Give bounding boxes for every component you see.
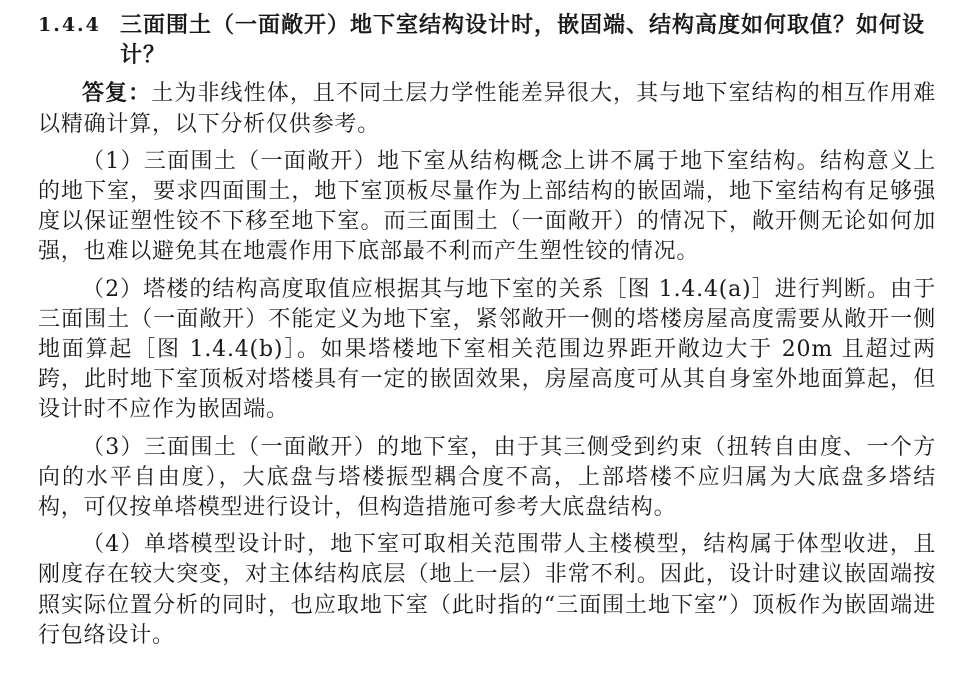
point-1-paragraph: （1）三面围土（一面敞开）地下室从结构概念上讲不属于地下室结构。结构意义上的地下室，要求四面围土，地下室顶板尽量作为上部结构的嵌固端，地下室结构有足够强度以保证塑性铰不下移至地下室。而三面围土（一面敞开）的情况下，敞开侧无论如何加强，也难以避免其在地震作用下底部最不利而产生塑性铰的情况。 xyxy=(38,148,936,265)
answer-paragraph xyxy=(38,78,936,139)
answer-intro: 土为非线性体，且不同土层力学性能差异很大，其与地下室结构的相互作用难以精确计算，以下分析仅供参考。 xyxy=(38,81,937,137)
point-3-paragraph: （3）三面围土（一面敞开）的地下室，由于其三侧受到约束（扭转自由度、一个方向的水平自由度），大底盘与塔楼振型耦合度不高，上部塔楼不应归属为大底盘多塔结构，可仅按单塔模型进行设计，但构造措施可参考大底盘结构。 xyxy=(38,434,936,521)
point-4-paragraph: （4）单塔模型设计时，地下室可取相关范围带人主楼模型，结构属于体型收进，且刚度存在较大突变，对主体结构底层（地上一层）非常不利。因此，设计时建议嵌固端按照实际位置分析的同时，也应取地下室（此时指的“三面围土地下室”）顶板作为嵌固端进行包络设计。 xyxy=(38,532,936,648)
answer-label: 答复： xyxy=(82,80,152,107)
point-2-paragraph: （2）塔楼的结构高度取值应根据其与地下室的关系［图 1.4.4(a)］进行判断。由于三面围土（一面敞开）不能定义为地下室，紧邻敞开一侧的塔楼房屋高度需要从敞开一侧地面算起［图 1.4.4(b)］。如果塔楼地下室相关范围边界距开敞边大于 20m 且超过两跨，此时地下室顶板对塔楼具有一定的嵌固效果，房屋高度可从其自身室外地面算起，但设计时不应作为嵌固端。 xyxy=(38,276,936,423)
section-title: 三面围土（一面敞开）地下室结构设计时，嵌固端、结构高度如何取值？如何设计？ xyxy=(120,12,926,69)
section-number: 1.4.4 xyxy=(38,14,101,36)
section-heading xyxy=(38,10,936,70)
